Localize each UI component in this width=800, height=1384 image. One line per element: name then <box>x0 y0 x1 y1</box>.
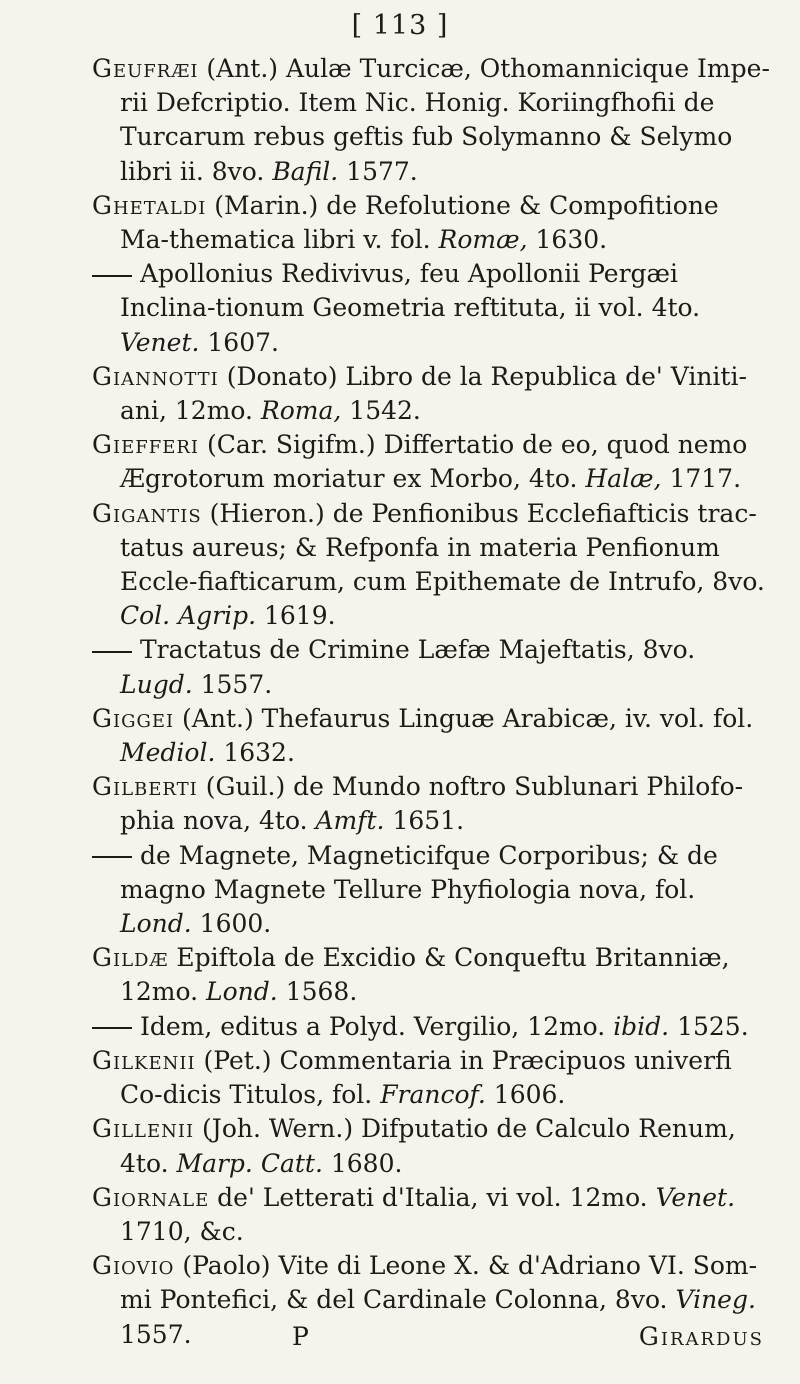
entry-year: 1717. <box>661 464 742 494</box>
entry-author: Giannotti <box>92 361 219 391</box>
entry-place: Halæ, <box>585 464 662 494</box>
entry-text: (Joh. Wern.) Difputatio de Calculo Renum, 4to. <box>120 1114 736 1178</box>
catalogue-entry <box>92 1044 772 1112</box>
entry-place: Lond. <box>120 909 192 939</box>
catalogue-entry <box>92 633 772 701</box>
entry-author: Giefferi <box>92 430 200 460</box>
catalogue-entry <box>92 702 772 770</box>
entry-year: 1619. <box>256 601 336 631</box>
entry-text: (Car. Sigifm.) Differtatio de eo, quod nemo Ægrotorum moriatur ex Morbo, 4to. <box>120 430 748 494</box>
entry-author: Gillenii <box>92 1114 195 1144</box>
entry-year: 1606. <box>485 1080 566 1110</box>
catalogue-entry <box>92 257 772 360</box>
ditto-dash <box>92 275 132 277</box>
entry-text: Tractatus de Crimine Læfæ Majeftatis, 8vo. <box>140 635 696 665</box>
entry-text: Apollonius Redivivus, feu Apollonii Pergæi Inclina-tionum Geometria reftituta, ii vol. 4to. <box>120 259 701 323</box>
entry-author: Giggei <box>92 703 175 733</box>
entry-author: Gigantis <box>92 498 202 528</box>
entry-place: Bafil. <box>272 156 339 186</box>
entry-place: Romæ, <box>438 225 528 255</box>
entry-author: Gilberti <box>92 772 198 802</box>
entry-text: (Ant.) Thefaurus Linguæ Arabicæ, iv. vol. fol. <box>174 703 754 733</box>
entry-year: 1630. <box>527 225 608 255</box>
catalogue-entry <box>92 52 772 189</box>
catalogue-entry <box>92 941 772 1009</box>
entry-place: Vineg. <box>675 1285 756 1315</box>
entry-text: (Hieron.) de Penfionibus Ecclefiafticis trac-tatus aureus; & Refponfa in materia Penfionum Eccle-fiafticarum, cum Epithemate de Intrufo, 8vo. <box>120 498 765 597</box>
entry-list <box>92 52 772 1352</box>
entry-author: Geufræi <box>92 54 199 83</box>
catalogue-entry <box>92 1010 772 1044</box>
entry-place: Amft. <box>315 806 385 836</box>
entry-place: Lond. <box>206 977 278 1007</box>
entry-text: Idem, editus a Polyd. Vergilio, 12mo. <box>140 1011 614 1041</box>
catalogue-entry <box>92 1181 772 1249</box>
entry-year: 1680. <box>322 1148 403 1178</box>
entry-year: 1568. <box>277 977 358 1007</box>
entry-text: de' Letterati d'Italia, vi vol. 12mo. <box>209 1182 656 1212</box>
entry-place: ibid. <box>613 1011 670 1041</box>
entry-author: Ghetaldi <box>92 190 207 220</box>
entry-place: Lugd. <box>120 669 193 699</box>
entry-year: 1525. <box>669 1011 749 1041</box>
ditto-dash <box>92 1027 132 1029</box>
entry-place: Venet. <box>655 1182 736 1212</box>
entry-author: Gildæ <box>92 943 169 973</box>
entry-text: (Marin.) de Refolutione & Compofitione Ma-thematica libri v. fol. <box>120 190 719 255</box>
entry-text: de Magnete, Magneticifque Corporibus; & de magno Magnete Tellure Phyfiologia nova, fol. <box>120 840 718 904</box>
entry-place: Mediol. <box>120 738 216 768</box>
entry-text: (Donato) Libro de la Republica de' Viniti-ani, 12mo. <box>120 361 747 426</box>
entry-text: (Pet.) Commentaria in Præcipuos univerfi Co-dicis Titulos, fol. <box>120 1045 732 1110</box>
entry-author: Giovio <box>92 1251 175 1281</box>
entry-author: Giornale <box>92 1182 210 1212</box>
entry-year: 1557. <box>120 1319 192 1349</box>
entry-author: Gilkenii <box>92 1045 196 1075</box>
entry-year: 1577. <box>338 156 418 186</box>
entry-year: 1557. <box>192 669 273 699</box>
catalogue-entry <box>92 189 772 257</box>
ditto-dash <box>92 856 132 858</box>
entry-year: 1600. <box>191 909 272 939</box>
entry-text: (Paolo) Vite di Leone X. & d'Adriano VI. Som-mi Pontefici, & del Cardinale Colonna, 8vo. <box>120 1251 758 1315</box>
entry-place: Venet. <box>120 327 200 357</box>
entry-place: Roma, <box>260 396 342 426</box>
page-footer <box>92 1319 772 1362</box>
page-number: [ 113 ] <box>351 10 449 41</box>
entry-text: Epiftola de Excidio & Conqueftu Britanniæ, 12mo. <box>120 943 730 1007</box>
entry-year: 1632. <box>215 738 295 768</box>
entry-year: 1651. <box>384 806 465 836</box>
entry-place: Marp. Catt. <box>176 1148 323 1178</box>
entry-year: 1607. <box>199 327 279 357</box>
catalogue-entry <box>92 428 772 496</box>
entry-place: Col. Agrip. <box>120 601 257 631</box>
entry-text: (Ant.) Aulæ Turcicæ, Othomannicique Impe-rii Defcriptio. Item Nic. Honig. Koriingfhofii de Turcarum rebus geftis fub Solymanno & Selymo libri ii. 8vo. <box>120 54 770 186</box>
catalogue-entry <box>92 360 772 428</box>
catalogue-entry <box>92 497 772 634</box>
entry-year: 1542. <box>341 396 421 426</box>
entry-text: (Guil.) de Mundo noftro Sublunari Philofo-phia nova, 4to. <box>120 772 744 836</box>
ditto-dash <box>92 651 132 653</box>
catalogue-entry <box>92 770 772 838</box>
signature-mark: P <box>292 1322 309 1351</box>
catchword: Girardus <box>638 1322 764 1351</box>
catalogue-entry <box>92 1112 772 1180</box>
entry-year: 1710, &c. <box>120 1216 244 1246</box>
entry-place: Francof. <box>380 1080 486 1110</box>
catalogue-entry <box>92 839 772 942</box>
